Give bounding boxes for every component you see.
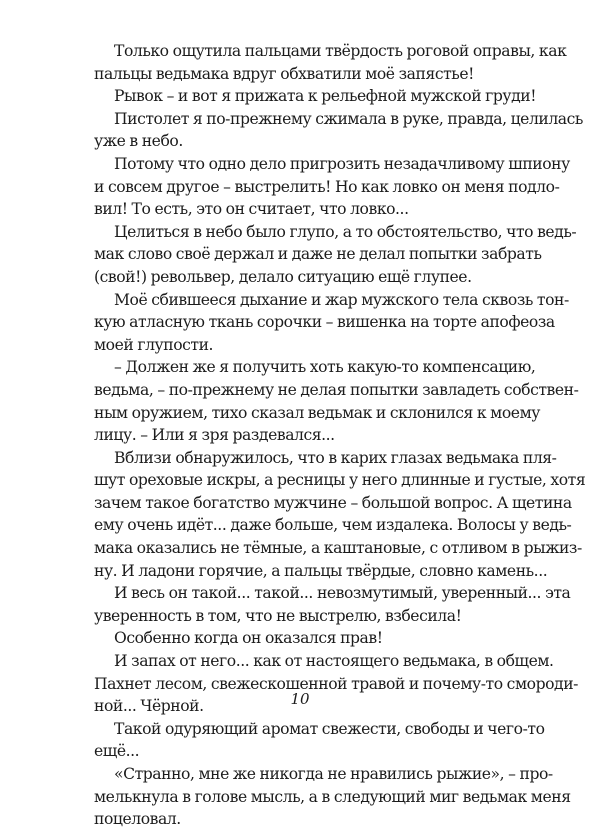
text-line: ему очень идёт... даже больше, чем издалека. Волосы у ведь- xyxy=(94,516,572,535)
text-line: Потому что одно дело пригрозить незадачливому шпиону xyxy=(114,154,570,173)
text-line: Пистолет я по-прежнему сжимала в руке, правда, целилась xyxy=(114,109,583,128)
text-line: И запах от него... как от настоящего ведьмака, в общем. xyxy=(114,652,554,671)
text-line: Только ощутила пальцами твёрдость роговой оправы, как xyxy=(114,42,567,60)
text-line: мак слово своё держал и даже не делал попытки забрать xyxy=(94,245,542,264)
text-line: мелькнула в голове мысль, а в следующий миг ведьмак меня xyxy=(94,787,571,806)
paragraph xyxy=(94,627,516,650)
text-line: ведьма, – по-прежнему не делая попытки завладеть собствен- xyxy=(94,380,579,399)
text-line: зачем такое богатство мужчине – большой вопрос. А щетина xyxy=(94,493,572,512)
text-line: Вблизи обнаружилось, что в карих глазах ведьмака пля- xyxy=(114,448,557,467)
text-line: поцеловал. xyxy=(94,810,181,829)
text-line: кую атласную ткань сорочки – вишенка на торте апофеоза xyxy=(94,313,555,332)
text-line: уверенность в том, что не выстрелю, взбесила! xyxy=(94,606,462,625)
text-line: шут ореховые искры, а ресницы у него длинные и густые, хотя xyxy=(94,471,586,490)
paragraph xyxy=(94,447,586,583)
text-line: ной... Чёрной. xyxy=(94,697,204,716)
text-line: ещё... xyxy=(94,742,140,761)
text-line: Рывок – и вот я прижата к рельефной мужской груди! xyxy=(114,87,537,106)
paragraph xyxy=(94,582,571,627)
paragraph xyxy=(94,718,545,763)
text-line: ным оружием, тихо сказал ведьмак и склонился к моему xyxy=(94,403,540,422)
text-line: лицу. – Или я зря раздевался... xyxy=(94,426,335,445)
text-line: «Странно, мне же никогда не нравились рыжие», – про- xyxy=(114,765,553,783)
text-line: уже в небо. xyxy=(94,132,183,151)
body-text xyxy=(94,40,586,831)
text-line: Такой одуряющий аромат свежести, свободы и чего-то xyxy=(114,719,545,738)
text-line: Пахнет лесом, свежескошенной травой и почему-то смороди- xyxy=(94,674,578,693)
page-number: 10 xyxy=(290,690,310,708)
text-line: моей глупости. xyxy=(94,335,214,354)
paragraph xyxy=(94,85,537,108)
text-line: мака оказались не тёмные, а каштановые, с отливом в рыжиз- xyxy=(94,539,582,558)
text-line: И весь он такой... такой... невозмутимый, уверенный... эта xyxy=(114,584,571,603)
paragraph xyxy=(94,763,571,831)
text-line: Целиться в небо было глупо, а то обстоятельство, что ведь- xyxy=(114,222,577,241)
text-line: пальцы ведьмака вдруг обхватили моё запястье! xyxy=(94,64,474,83)
text-line: ну. И ладони горячие, а пальцы твёрдые, словно камень... xyxy=(94,561,548,580)
paragraph xyxy=(94,40,567,85)
text-line: Особенно когда он оказался прав! xyxy=(114,629,383,648)
text-line: и совсем другое – выстрелить! Но как ловко он меня подло- xyxy=(94,177,560,196)
paragraph xyxy=(94,153,570,221)
paragraph xyxy=(94,108,583,153)
paragraph xyxy=(94,221,577,289)
paragraph xyxy=(94,289,569,357)
paragraph xyxy=(94,356,579,446)
text-line: (свой!) револьвер, делало ситуацию ещё глупее. xyxy=(94,267,472,286)
text-line: – Должен же я получить хоть какую-то компенсацию, xyxy=(114,358,536,377)
text-line: вил! То есть, это он считает, что ловко... xyxy=(94,200,409,219)
text-line: Моё сбившееся дыхание и жар мужского тела сквозь тон- xyxy=(114,290,569,309)
